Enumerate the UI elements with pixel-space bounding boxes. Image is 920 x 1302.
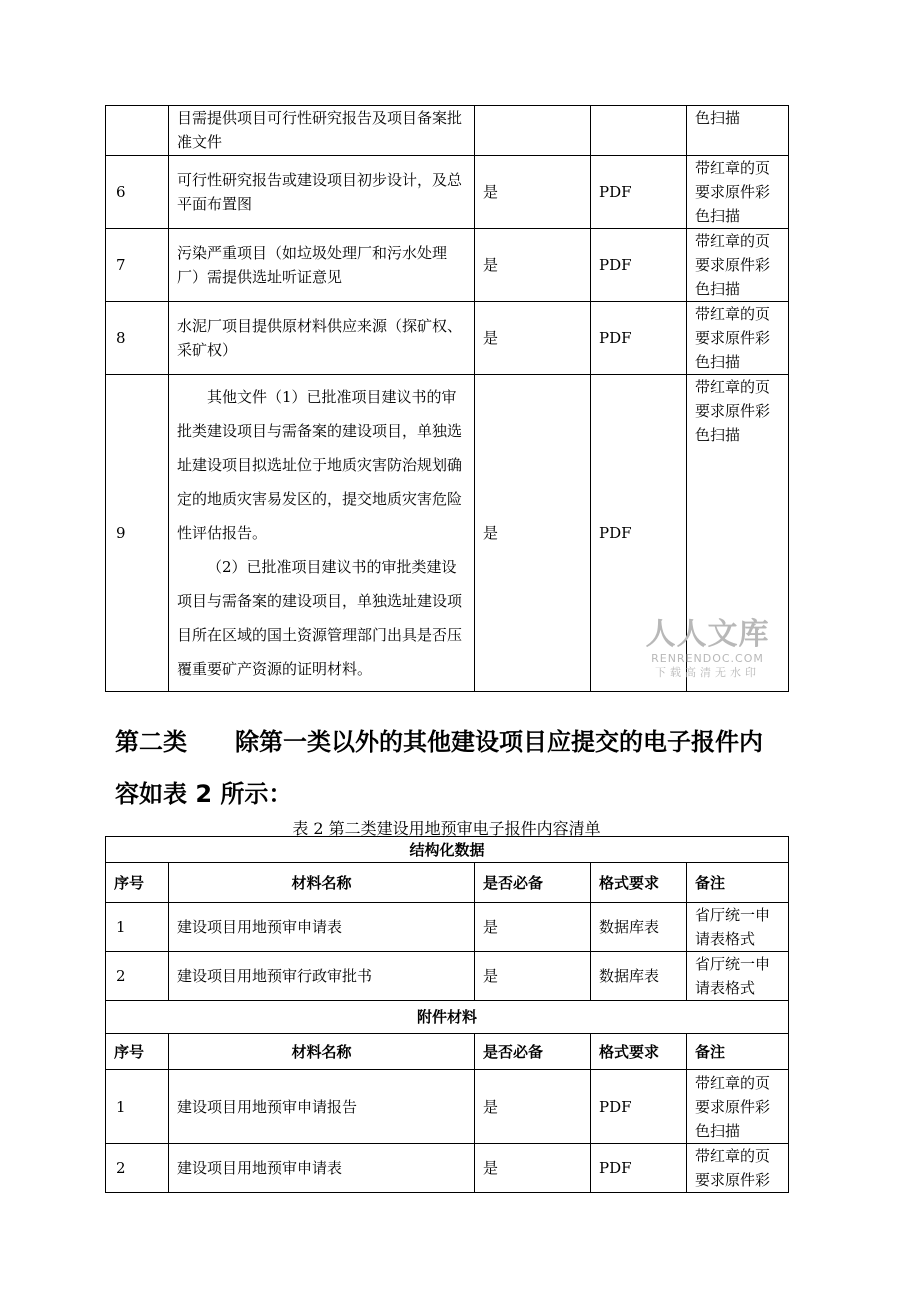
table-2 bbox=[105, 836, 789, 1193]
header-row bbox=[106, 863, 789, 903]
row-number: 8 bbox=[106, 302, 169, 375]
section-row bbox=[106, 837, 789, 863]
table-row bbox=[106, 106, 789, 156]
header-row bbox=[106, 1034, 789, 1070]
note-cell: 带红章的页要求原件彩 bbox=[687, 1144, 789, 1193]
material-name: 建设项目用地预审申请报告 bbox=[169, 1070, 475, 1144]
format-cell: PDF bbox=[591, 1144, 687, 1193]
required-cell: 是 bbox=[475, 952, 591, 1001]
required-cell bbox=[475, 106, 591, 156]
note-cell: 带红章的页要求原件彩色扫描 bbox=[687, 1070, 789, 1144]
material-name: 污染严重项目（如垃圾处理厂和污水处理厂）需提供选址听证意见 bbox=[169, 229, 475, 302]
header-num: 序号 bbox=[106, 1034, 169, 1070]
header-num: 序号 bbox=[106, 863, 169, 903]
required-cell: 是 bbox=[475, 156, 591, 229]
header-format: 格式要求 bbox=[591, 1034, 687, 1070]
note-cell: 带红章的页要求原件彩色扫描 bbox=[687, 229, 789, 302]
note-cell: 带红章的页要求原件彩色扫描 bbox=[687, 375, 789, 692]
format-cell: PDF bbox=[591, 156, 687, 229]
required-cell: 是 bbox=[475, 302, 591, 375]
note-cell: 省厅统一申请表格式 bbox=[687, 952, 789, 1001]
format-cell: 数据库表 bbox=[591, 952, 687, 1001]
material-name: 可行性研究报告或建设项目初步设计，及总平面布置图 bbox=[169, 156, 475, 229]
table-row bbox=[106, 952, 789, 1001]
row-number: 2 bbox=[106, 952, 169, 1001]
format-cell: 数据库表 bbox=[591, 903, 687, 952]
table-row bbox=[106, 156, 789, 229]
required-cell: 是 bbox=[475, 1070, 591, 1144]
material-name: 建设项目用地预审行政审批书 bbox=[169, 952, 475, 1001]
required-cell: 是 bbox=[475, 1144, 591, 1193]
watermark-url: RENRENDOC.COM bbox=[651, 652, 764, 665]
required-cell: 是 bbox=[475, 229, 591, 302]
row-number: 1 bbox=[106, 1070, 169, 1144]
row-number: 2 bbox=[106, 1144, 169, 1193]
material-name: 建设项目用地预审申请表 bbox=[169, 1144, 475, 1193]
section-title-structured: 结构化数据 bbox=[106, 837, 789, 863]
material-name: 水泥厂项目提供原材料供应来源（探矿权、采矿权） bbox=[169, 302, 475, 375]
note-cell: 色扫描 bbox=[687, 106, 789, 156]
table-row bbox=[106, 1144, 789, 1193]
required-cell: 是 bbox=[475, 375, 591, 692]
paragraph-1: 其他文件（1）已批准项目建议书的审批类建设项目与需备案的建设项目，单独选址建设项目拟选址位于地质灾害防治规划确定的地质灾害易发区的，提交地质灾害危险性评估报告。 bbox=[177, 388, 463, 542]
table-row bbox=[106, 903, 789, 952]
note-cell: 省厅统一申请表格式 bbox=[687, 903, 789, 952]
header-required: 是否必备 bbox=[475, 1034, 591, 1070]
paragraph-2: （2）已批准项目建议书的审批类建设项目与需备案的建设项目，单独选址建设项目所在区域的国土资源管理部门出具是否压覆重要矿产资源的证明材料。 bbox=[177, 558, 463, 678]
material-name: 目需提供项目可行性研究报告及项目备案批准文件 bbox=[169, 106, 475, 156]
format-cell: PDF bbox=[591, 375, 687, 692]
table-1 bbox=[105, 105, 789, 692]
watermark bbox=[640, 618, 775, 680]
table-row bbox=[106, 302, 789, 375]
header-name: 材料名称 bbox=[169, 863, 475, 903]
row-number bbox=[106, 106, 169, 156]
row-number: 1 bbox=[106, 903, 169, 952]
row-number: 9 bbox=[106, 375, 169, 692]
row-number: 6 bbox=[106, 156, 169, 229]
row-number: 7 bbox=[106, 229, 169, 302]
header-note: 备注 bbox=[687, 1034, 789, 1070]
material-name bbox=[169, 375, 475, 692]
header-format: 格式要求 bbox=[591, 863, 687, 903]
section-heading-line-2: 容如表 2 所示： bbox=[115, 780, 293, 808]
table-row bbox=[106, 229, 789, 302]
section-heading-line-1: 第二类 除第一类以外的其他建设项目应提交的电子报件内 bbox=[115, 728, 763, 756]
format-cell bbox=[591, 106, 687, 156]
section-title-attachments: 附件材料 bbox=[106, 1001, 789, 1034]
section-row bbox=[106, 1001, 789, 1034]
watermark-title: 人人文库 bbox=[645, 617, 770, 652]
table-caption: 表 2 第二类建设用地预审电子报件内容清单 bbox=[292, 819, 601, 838]
format-cell: PDF bbox=[591, 302, 687, 375]
header-note: 备注 bbox=[687, 863, 789, 903]
note-cell: 带红章的页要求原件彩色扫描 bbox=[687, 156, 789, 229]
watermark-subtitle: 下载高清无水印 bbox=[655, 666, 760, 679]
format-cell: PDF bbox=[591, 1070, 687, 1144]
header-name: 材料名称 bbox=[169, 1034, 475, 1070]
note-cell: 带红章的页要求原件彩色扫描 bbox=[687, 302, 789, 375]
format-cell: PDF bbox=[591, 229, 687, 302]
material-name: 建设项目用地预审申请表 bbox=[169, 903, 475, 952]
header-required: 是否必备 bbox=[475, 863, 591, 903]
table-row bbox=[106, 1070, 789, 1144]
required-cell: 是 bbox=[475, 903, 591, 952]
